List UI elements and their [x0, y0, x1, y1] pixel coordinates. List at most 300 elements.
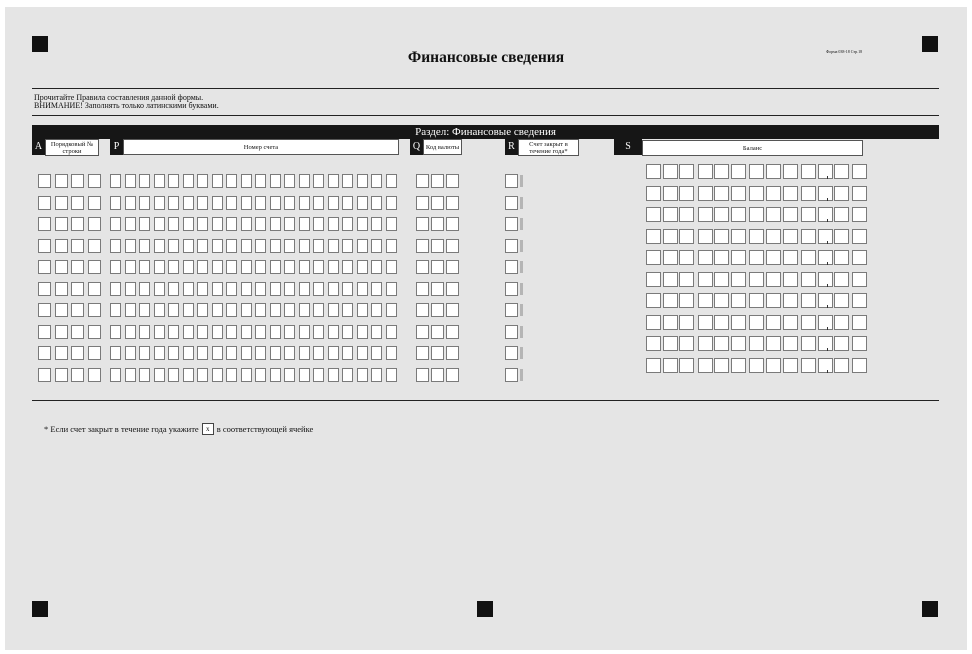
account-number-cell[interactable]: [139, 239, 150, 253]
account-number-cell[interactable]: [284, 239, 295, 253]
account-number-cell[interactable]: [386, 239, 397, 253]
account-number-cell[interactable]: [226, 303, 237, 317]
account-number-cell[interactable]: [154, 239, 165, 253]
balance-cell[interactable]: [663, 315, 678, 330]
currency-code-cell[interactable]: [446, 325, 459, 339]
balance-cell[interactable]: [766, 358, 781, 373]
account-number-cell[interactable]: [110, 303, 121, 317]
balance-cell[interactable]: [834, 164, 849, 179]
row-number-cell[interactable]: [55, 260, 68, 274]
account-number-cell[interactable]: [357, 303, 368, 317]
balance-cell[interactable]: [852, 358, 867, 373]
account-closed-cell[interactable]: [505, 260, 518, 274]
account-number-cell[interactable]: [284, 217, 295, 231]
balance-cell[interactable]: [714, 293, 729, 308]
account-number-cell[interactable]: [371, 174, 382, 188]
balance-cell[interactable]: [679, 164, 694, 179]
balance-cell[interactable]: [852, 272, 867, 287]
account-number-cell[interactable]: [154, 282, 165, 296]
balance-cell[interactable]: [801, 186, 816, 201]
account-closed-cell[interactable]: [505, 217, 518, 231]
account-number-cell[interactable]: [328, 260, 339, 274]
account-number-cell[interactable]: [110, 282, 121, 296]
account-number-cell[interactable]: [241, 217, 252, 231]
currency-code-cell[interactable]: [446, 174, 459, 188]
account-number-cell[interactable]: [386, 174, 397, 188]
account-number-cell[interactable]: [255, 368, 266, 382]
currency-code-cell[interactable]: [416, 282, 429, 296]
account-number-cell[interactable]: [371, 217, 382, 231]
balance-cell[interactable]: [679, 336, 694, 351]
balance-cell[interactable]: [783, 229, 798, 244]
account-number-cell[interactable]: [241, 196, 252, 210]
balance-cell[interactable]: [801, 164, 816, 179]
row-number-cell[interactable]: [71, 239, 84, 253]
account-number-cell[interactable]: [183, 217, 194, 231]
balance-cell[interactable]: [679, 272, 694, 287]
account-number-cell[interactable]: [183, 282, 194, 296]
balance-cell[interactable]: [801, 315, 816, 330]
balance-cell[interactable]: [801, 293, 816, 308]
account-number-cell[interactable]: [183, 260, 194, 274]
balance-cell[interactable]: [714, 336, 729, 351]
account-number-cell[interactable]: [139, 217, 150, 231]
account-number-cell[interactable]: [270, 239, 281, 253]
account-number-cell[interactable]: [342, 239, 353, 253]
currency-code-cell[interactable]: [446, 368, 459, 382]
balance-cell[interactable]: [679, 250, 694, 265]
account-number-cell[interactable]: [183, 346, 194, 360]
balance-cell[interactable]: [801, 336, 816, 351]
currency-code-cell[interactable]: [431, 303, 444, 317]
account-number-cell[interactable]: [255, 303, 266, 317]
account-number-cell[interactable]: [371, 325, 382, 339]
account-number-cell[interactable]: [154, 303, 165, 317]
balance-cell[interactable]: [698, 229, 713, 244]
account-number-cell[interactable]: [313, 282, 324, 296]
row-number-cell[interactable]: [71, 346, 84, 360]
balance-cell[interactable]: [818, 293, 833, 308]
account-number-cell[interactable]: [110, 196, 121, 210]
row-number-cell[interactable]: [38, 239, 51, 253]
account-number-cell[interactable]: [168, 239, 179, 253]
currency-code-cell[interactable]: [416, 196, 429, 210]
account-number-cell[interactable]: [284, 303, 295, 317]
balance-cell[interactable]: [783, 358, 798, 373]
balance-cell[interactable]: [818, 229, 833, 244]
account-number-cell[interactable]: [313, 260, 324, 274]
account-number-cell[interactable]: [212, 303, 223, 317]
balance-cell[interactable]: [663, 250, 678, 265]
balance-cell[interactable]: [766, 186, 781, 201]
account-number-cell[interactable]: [357, 217, 368, 231]
account-number-cell[interactable]: [328, 303, 339, 317]
account-number-cell[interactable]: [154, 346, 165, 360]
balance-cell[interactable]: [663, 272, 678, 287]
balance-cell[interactable]: [766, 272, 781, 287]
balance-cell[interactable]: [679, 315, 694, 330]
account-number-cell[interactable]: [154, 217, 165, 231]
balance-cell[interactable]: [679, 186, 694, 201]
row-number-cell[interactable]: [38, 282, 51, 296]
account-number-cell[interactable]: [299, 325, 310, 339]
account-number-cell[interactable]: [110, 368, 121, 382]
currency-code-cell[interactable]: [416, 346, 429, 360]
currency-code-cell[interactable]: [446, 303, 459, 317]
account-number-cell[interactable]: [371, 303, 382, 317]
account-number-cell[interactable]: [168, 303, 179, 317]
balance-cell[interactable]: [783, 272, 798, 287]
account-number-cell[interactable]: [328, 174, 339, 188]
account-number-cell[interactable]: [125, 346, 136, 360]
account-number-cell[interactable]: [270, 196, 281, 210]
balance-cell[interactable]: [731, 207, 746, 222]
account-number-cell[interactable]: [270, 368, 281, 382]
balance-cell[interactable]: [646, 250, 661, 265]
row-number-cell[interactable]: [55, 174, 68, 188]
account-number-cell[interactable]: [139, 196, 150, 210]
account-number-cell[interactable]: [110, 217, 121, 231]
account-number-cell[interactable]: [183, 239, 194, 253]
account-number-cell[interactable]: [270, 325, 281, 339]
account-number-cell[interactable]: [328, 346, 339, 360]
account-number-cell[interactable]: [183, 196, 194, 210]
row-number-cell[interactable]: [38, 346, 51, 360]
currency-code-cell[interactable]: [431, 325, 444, 339]
account-number-cell[interactable]: [139, 303, 150, 317]
account-number-cell[interactable]: [168, 260, 179, 274]
account-number-cell[interactable]: [212, 282, 223, 296]
currency-code-cell[interactable]: [416, 368, 429, 382]
account-number-cell[interactable]: [241, 325, 252, 339]
account-number-cell[interactable]: [313, 325, 324, 339]
balance-cell[interactable]: [818, 358, 833, 373]
row-number-cell[interactable]: [55, 239, 68, 253]
account-number-cell[interactable]: [197, 325, 208, 339]
account-number-cell[interactable]: [270, 346, 281, 360]
account-number-cell[interactable]: [168, 174, 179, 188]
balance-cell[interactable]: [801, 272, 816, 287]
balance-cell[interactable]: [646, 272, 661, 287]
account-number-cell[interactable]: [299, 282, 310, 296]
balance-cell[interactable]: [783, 186, 798, 201]
account-number-cell[interactable]: [212, 196, 223, 210]
balance-cell[interactable]: [783, 315, 798, 330]
balance-cell[interactable]: [731, 164, 746, 179]
account-number-cell[interactable]: [357, 282, 368, 296]
account-number-cell[interactable]: [168, 368, 179, 382]
balance-cell[interactable]: [766, 229, 781, 244]
balance-cell[interactable]: [663, 336, 678, 351]
account-number-cell[interactable]: [342, 217, 353, 231]
account-number-cell[interactable]: [342, 368, 353, 382]
balance-cell[interactable]: [818, 164, 833, 179]
account-number-cell[interactable]: [299, 346, 310, 360]
balance-cell[interactable]: [834, 229, 849, 244]
balance-cell[interactable]: [834, 250, 849, 265]
account-number-cell[interactable]: [284, 260, 295, 274]
currency-code-cell[interactable]: [416, 260, 429, 274]
account-number-cell[interactable]: [125, 325, 136, 339]
row-number-cell[interactable]: [88, 239, 101, 253]
account-number-cell[interactable]: [197, 217, 208, 231]
account-number-cell[interactable]: [386, 282, 397, 296]
currency-code-cell[interactable]: [416, 217, 429, 231]
balance-cell[interactable]: [714, 315, 729, 330]
balance-cell[interactable]: [818, 250, 833, 265]
account-number-cell[interactable]: [125, 217, 136, 231]
account-closed-cell[interactable]: [505, 368, 518, 382]
row-number-cell[interactable]: [71, 368, 84, 382]
currency-code-cell[interactable]: [416, 325, 429, 339]
row-number-cell[interactable]: [88, 346, 101, 360]
account-number-cell[interactable]: [197, 196, 208, 210]
balance-cell[interactable]: [834, 358, 849, 373]
balance-cell[interactable]: [783, 336, 798, 351]
balance-cell[interactable]: [731, 186, 746, 201]
account-number-cell[interactable]: [125, 260, 136, 274]
account-number-cell[interactable]: [139, 282, 150, 296]
account-number-cell[interactable]: [110, 239, 121, 253]
balance-cell[interactable]: [714, 207, 729, 222]
balance-cell[interactable]: [714, 229, 729, 244]
balance-cell[interactable]: [698, 358, 713, 373]
row-number-cell[interactable]: [55, 282, 68, 296]
row-number-cell[interactable]: [38, 217, 51, 231]
account-number-cell[interactable]: [168, 346, 179, 360]
row-number-cell[interactable]: [88, 282, 101, 296]
balance-cell[interactable]: [783, 164, 798, 179]
account-number-cell[interactable]: [328, 282, 339, 296]
account-number-cell[interactable]: [328, 325, 339, 339]
account-number-cell[interactable]: [284, 196, 295, 210]
account-number-cell[interactable]: [284, 174, 295, 188]
balance-cell[interactable]: [834, 207, 849, 222]
balance-cell[interactable]: [646, 229, 661, 244]
account-number-cell[interactable]: [299, 260, 310, 274]
row-number-cell[interactable]: [55, 346, 68, 360]
balance-cell[interactable]: [749, 164, 764, 179]
balance-cell[interactable]: [698, 250, 713, 265]
currency-code-cell[interactable]: [431, 260, 444, 274]
currency-code-cell[interactable]: [431, 217, 444, 231]
account-number-cell[interactable]: [241, 260, 252, 274]
account-number-cell[interactable]: [313, 346, 324, 360]
balance-cell[interactable]: [698, 315, 713, 330]
balance-cell[interactable]: [714, 272, 729, 287]
account-number-cell[interactable]: [139, 346, 150, 360]
account-number-cell[interactable]: [386, 260, 397, 274]
balance-cell[interactable]: [714, 164, 729, 179]
balance-cell[interactable]: [679, 358, 694, 373]
account-number-cell[interactable]: [284, 282, 295, 296]
balance-cell[interactable]: [731, 293, 746, 308]
account-number-cell[interactable]: [284, 368, 295, 382]
row-number-cell[interactable]: [38, 174, 51, 188]
account-number-cell[interactable]: [154, 325, 165, 339]
account-number-cell[interactable]: [154, 260, 165, 274]
balance-cell[interactable]: [731, 250, 746, 265]
balance-cell[interactable]: [852, 186, 867, 201]
balance-cell[interactable]: [749, 336, 764, 351]
balance-cell[interactable]: [766, 164, 781, 179]
currency-code-cell[interactable]: [431, 282, 444, 296]
balance-cell[interactable]: [646, 358, 661, 373]
account-number-cell[interactable]: [299, 174, 310, 188]
balance-cell[interactable]: [852, 164, 867, 179]
account-number-cell[interactable]: [197, 368, 208, 382]
account-number-cell[interactable]: [357, 239, 368, 253]
row-number-cell[interactable]: [88, 260, 101, 274]
account-number-cell[interactable]: [183, 174, 194, 188]
balance-cell[interactable]: [663, 229, 678, 244]
account-number-cell[interactable]: [168, 196, 179, 210]
currency-code-cell[interactable]: [446, 217, 459, 231]
account-number-cell[interactable]: [197, 239, 208, 253]
balance-cell[interactable]: [766, 250, 781, 265]
currency-code-cell[interactable]: [446, 260, 459, 274]
balance-cell[interactable]: [834, 186, 849, 201]
account-number-cell[interactable]: [154, 174, 165, 188]
balance-cell[interactable]: [646, 207, 661, 222]
account-number-cell[interactable]: [357, 346, 368, 360]
account-number-cell[interactable]: [357, 325, 368, 339]
account-number-cell[interactable]: [313, 368, 324, 382]
account-number-cell[interactable]: [255, 346, 266, 360]
account-number-cell[interactable]: [386, 368, 397, 382]
row-number-cell[interactable]: [38, 368, 51, 382]
balance-cell[interactable]: [663, 164, 678, 179]
row-number-cell[interactable]: [71, 325, 84, 339]
balance-cell[interactable]: [852, 336, 867, 351]
account-number-cell[interactable]: [299, 368, 310, 382]
row-number-cell[interactable]: [88, 368, 101, 382]
balance-cell[interactable]: [783, 293, 798, 308]
row-number-cell[interactable]: [71, 217, 84, 231]
balance-cell[interactable]: [749, 358, 764, 373]
account-number-cell[interactable]: [154, 196, 165, 210]
account-number-cell[interactable]: [313, 239, 324, 253]
balance-cell[interactable]: [749, 315, 764, 330]
balance-cell[interactable]: [801, 229, 816, 244]
account-number-cell[interactable]: [371, 346, 382, 360]
balance-cell[interactable]: [783, 207, 798, 222]
balance-cell[interactable]: [801, 358, 816, 373]
account-number-cell[interactable]: [342, 282, 353, 296]
currency-code-cell[interactable]: [416, 174, 429, 188]
account-number-cell[interactable]: [241, 346, 252, 360]
account-number-cell[interactable]: [197, 303, 208, 317]
account-closed-cell[interactable]: [505, 346, 518, 360]
account-number-cell[interactable]: [270, 217, 281, 231]
balance-cell[interactable]: [834, 336, 849, 351]
balance-cell[interactable]: [663, 186, 678, 201]
account-number-cell[interactable]: [270, 260, 281, 274]
account-number-cell[interactable]: [241, 239, 252, 253]
row-number-cell[interactable]: [55, 325, 68, 339]
account-number-cell[interactable]: [125, 174, 136, 188]
balance-cell[interactable]: [679, 229, 694, 244]
account-closed-cell[interactable]: [505, 196, 518, 210]
account-number-cell[interactable]: [110, 325, 121, 339]
account-number-cell[interactable]: [371, 282, 382, 296]
balance-cell[interactable]: [646, 315, 661, 330]
balance-cell[interactable]: [852, 229, 867, 244]
balance-cell[interactable]: [852, 293, 867, 308]
account-number-cell[interactable]: [110, 174, 121, 188]
account-number-cell[interactable]: [313, 217, 324, 231]
balance-cell[interactable]: [818, 272, 833, 287]
account-number-cell[interactable]: [212, 368, 223, 382]
account-number-cell[interactable]: [342, 260, 353, 274]
account-number-cell[interactable]: [371, 196, 382, 210]
row-number-cell[interactable]: [55, 196, 68, 210]
balance-cell[interactable]: [852, 207, 867, 222]
account-number-cell[interactable]: [241, 303, 252, 317]
balance-cell[interactable]: [646, 186, 661, 201]
currency-code-cell[interactable]: [431, 239, 444, 253]
balance-cell[interactable]: [698, 186, 713, 201]
account-closed-cell[interactable]: [505, 282, 518, 296]
account-number-cell[interactable]: [357, 368, 368, 382]
account-number-cell[interactable]: [197, 174, 208, 188]
account-number-cell[interactable]: [110, 346, 121, 360]
account-number-cell[interactable]: [371, 260, 382, 274]
account-number-cell[interactable]: [270, 174, 281, 188]
account-number-cell[interactable]: [226, 325, 237, 339]
account-number-cell[interactable]: [342, 174, 353, 188]
row-number-cell[interactable]: [71, 260, 84, 274]
balance-cell[interactable]: [834, 272, 849, 287]
row-number-cell[interactable]: [88, 325, 101, 339]
account-number-cell[interactable]: [125, 196, 136, 210]
account-number-cell[interactable]: [139, 174, 150, 188]
balance-cell[interactable]: [714, 250, 729, 265]
account-number-cell[interactable]: [212, 260, 223, 274]
balance-cell[interactable]: [646, 336, 661, 351]
account-number-cell[interactable]: [357, 260, 368, 274]
balance-cell[interactable]: [714, 358, 729, 373]
balance-cell[interactable]: [749, 207, 764, 222]
balance-cell[interactable]: [749, 250, 764, 265]
balance-cell[interactable]: [818, 207, 833, 222]
row-number-cell[interactable]: [38, 196, 51, 210]
currency-code-cell[interactable]: [431, 346, 444, 360]
account-number-cell[interactable]: [139, 325, 150, 339]
currency-code-cell[interactable]: [431, 174, 444, 188]
account-number-cell[interactable]: [226, 217, 237, 231]
account-number-cell[interactable]: [284, 325, 295, 339]
balance-cell[interactable]: [663, 207, 678, 222]
balance-cell[interactable]: [698, 207, 713, 222]
row-number-cell[interactable]: [38, 260, 51, 274]
currency-code-cell[interactable]: [416, 239, 429, 253]
account-number-cell[interactable]: [212, 217, 223, 231]
account-number-cell[interactable]: [139, 260, 150, 274]
currency-code-cell[interactable]: [446, 239, 459, 253]
row-number-cell[interactable]: [71, 196, 84, 210]
account-number-cell[interactable]: [371, 239, 382, 253]
balance-cell[interactable]: [834, 293, 849, 308]
account-number-cell[interactable]: [270, 303, 281, 317]
currency-code-cell[interactable]: [431, 196, 444, 210]
balance-cell[interactable]: [749, 272, 764, 287]
account-number-cell[interactable]: [313, 174, 324, 188]
row-number-cell[interactable]: [71, 282, 84, 296]
balance-cell[interactable]: [749, 186, 764, 201]
balance-cell[interactable]: [731, 229, 746, 244]
account-number-cell[interactable]: [226, 368, 237, 382]
